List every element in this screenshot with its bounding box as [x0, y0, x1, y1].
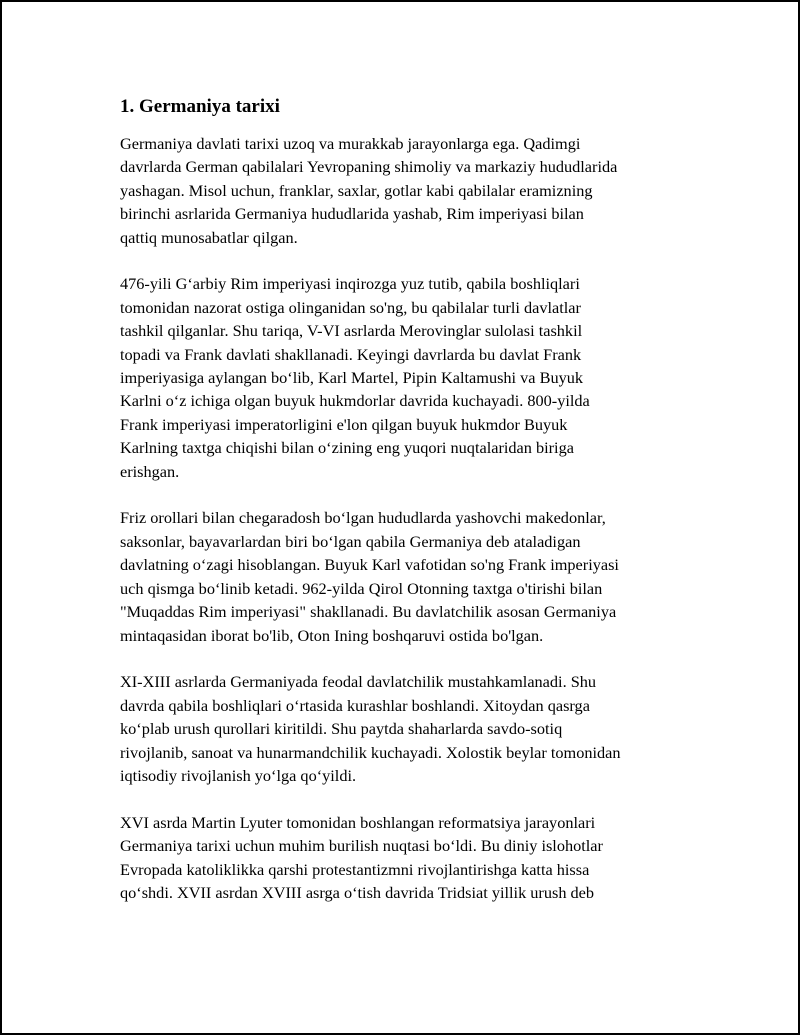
text-line: iqtisodiy rivojlanish yo‘lga qo‘yildi.	[120, 765, 357, 785]
text-line: Friz orollari bilan chegaradosh bo‘lgan hududlarda yashovchi makedonlar,	[120, 508, 606, 528]
paragraph-2	[120, 272, 695, 483]
text-line: davrda qabila boshliqlari o‘rtasida kurashlar boshlandi. Xitoydan qasrga	[120, 695, 590, 715]
text-line: uch qismga bo‘linib ketadi. 962-yilda Qirol Otonning taxtga o'tirishi bilan	[120, 578, 603, 598]
paragraph-4	[120, 670, 695, 787]
text-line: tashkil qilganlar. Shu tariqa, V-VI asrlarda Merovinglar sulolasi tashkil	[120, 321, 583, 341]
text-line: Evropada katoliklikka qarshi protestantizmni rivojlantirishga katta hissa	[120, 859, 590, 879]
text-line: XVI asrda Martin Lyuter tomonidan boshlangan reformatsiya jarayonlari	[120, 812, 596, 832]
paragraph-5	[120, 811, 695, 905]
text-line: imperiyasiga aylangan bo‘lib, Karl Martel, Pipin Kaltamushi va Buyuk	[120, 368, 584, 388]
text-line: Karlni o‘z ichiga olgan buyuk hukmdorlar davrida kuchayadi. 800-yilda	[120, 391, 590, 411]
text-line: davrlarda German qabilalari Yevropaning shimoliy va markaziy hududlarida	[120, 157, 618, 177]
text-line: birinchi asrlarida Germaniya hududlarida yashab, Rim imperiyasi bilan	[120, 204, 584, 224]
text-line: mintaqasidan iborat bo'lib, Oton Ining boshqaruvi ostida bo'lgan.	[120, 625, 544, 645]
text-line: ko‘plab urush qurollari kiritildi. Shu paytda shaharlarda savdo-sotiq	[120, 719, 563, 739]
text-line: Germaniya tarixi uchun muhim burilish nuqtasi bo‘ldi. Bu diniy islohotlar	[120, 836, 603, 856]
text-line: tomonidan nazorat ostiga olinganidan so'ng, bu qabilalar turli davlatlar	[120, 297, 581, 317]
text-line: Germaniya davlati tarixi uzoq va murakkab jarayonlarga ega. Qadimgi	[120, 134, 581, 153]
text-line: rivojlanib, sanoat va hunarmandchilik kuchayadi. Xolostik beylar tomonidan	[120, 742, 621, 762]
paragraph-1	[120, 132, 695, 249]
paragraph-3	[120, 506, 695, 646]
document-body	[120, 94, 695, 928]
text-line: topadi va Frank davlati shakllanadi. Keyingi davrlarda bu davlat Frank	[120, 344, 582, 364]
text-line: qo‘shdi. XVII asrdan XVIII asrga o‘tish davrida Tridsiat yillik urush deb	[120, 882, 595, 902]
text-line: Frank imperiyasi imperatorligini e'lon qilgan buyuk hukmdor Buyuk	[120, 414, 568, 434]
text-line: 476-yili G‘arbiy Rim imperiyasi inqirozga yuz tutib, qabila boshliqlari	[120, 274, 580, 294]
text-line: davlatning o‘zagi hisoblangan. Buyuk Karl vafotidan so'ng Frank imperiyasi	[120, 555, 619, 575]
text-line: qattiq munosabatlar qilgan.	[120, 227, 298, 247]
text-line: XI-XIII asrlarda Germaniyada feodal davlatchilik mustahkamlanadi. Shu	[120, 672, 597, 692]
text-line: saksonlar, bayavarlardan biri bo‘lgan qabila Germaniya deb ataladigan	[120, 531, 581, 551]
text-line: yashagan. Misol uchun, franklar, saxlar, gotlar kabi qabilalar eramizning	[120, 180, 593, 200]
text-line: erishgan.	[120, 461, 180, 481]
section-heading: 1. Germaniya tarixi	[120, 96, 280, 117]
text-line: Karlning taxtga chiqishi bilan o‘zining eng yuqori nuqtalaridan biriga	[120, 438, 574, 458]
text-line: "Muqaddas Rim imperiyasi" shakllanadi. Bu davlatchilik asosan Germaniya	[120, 602, 617, 622]
